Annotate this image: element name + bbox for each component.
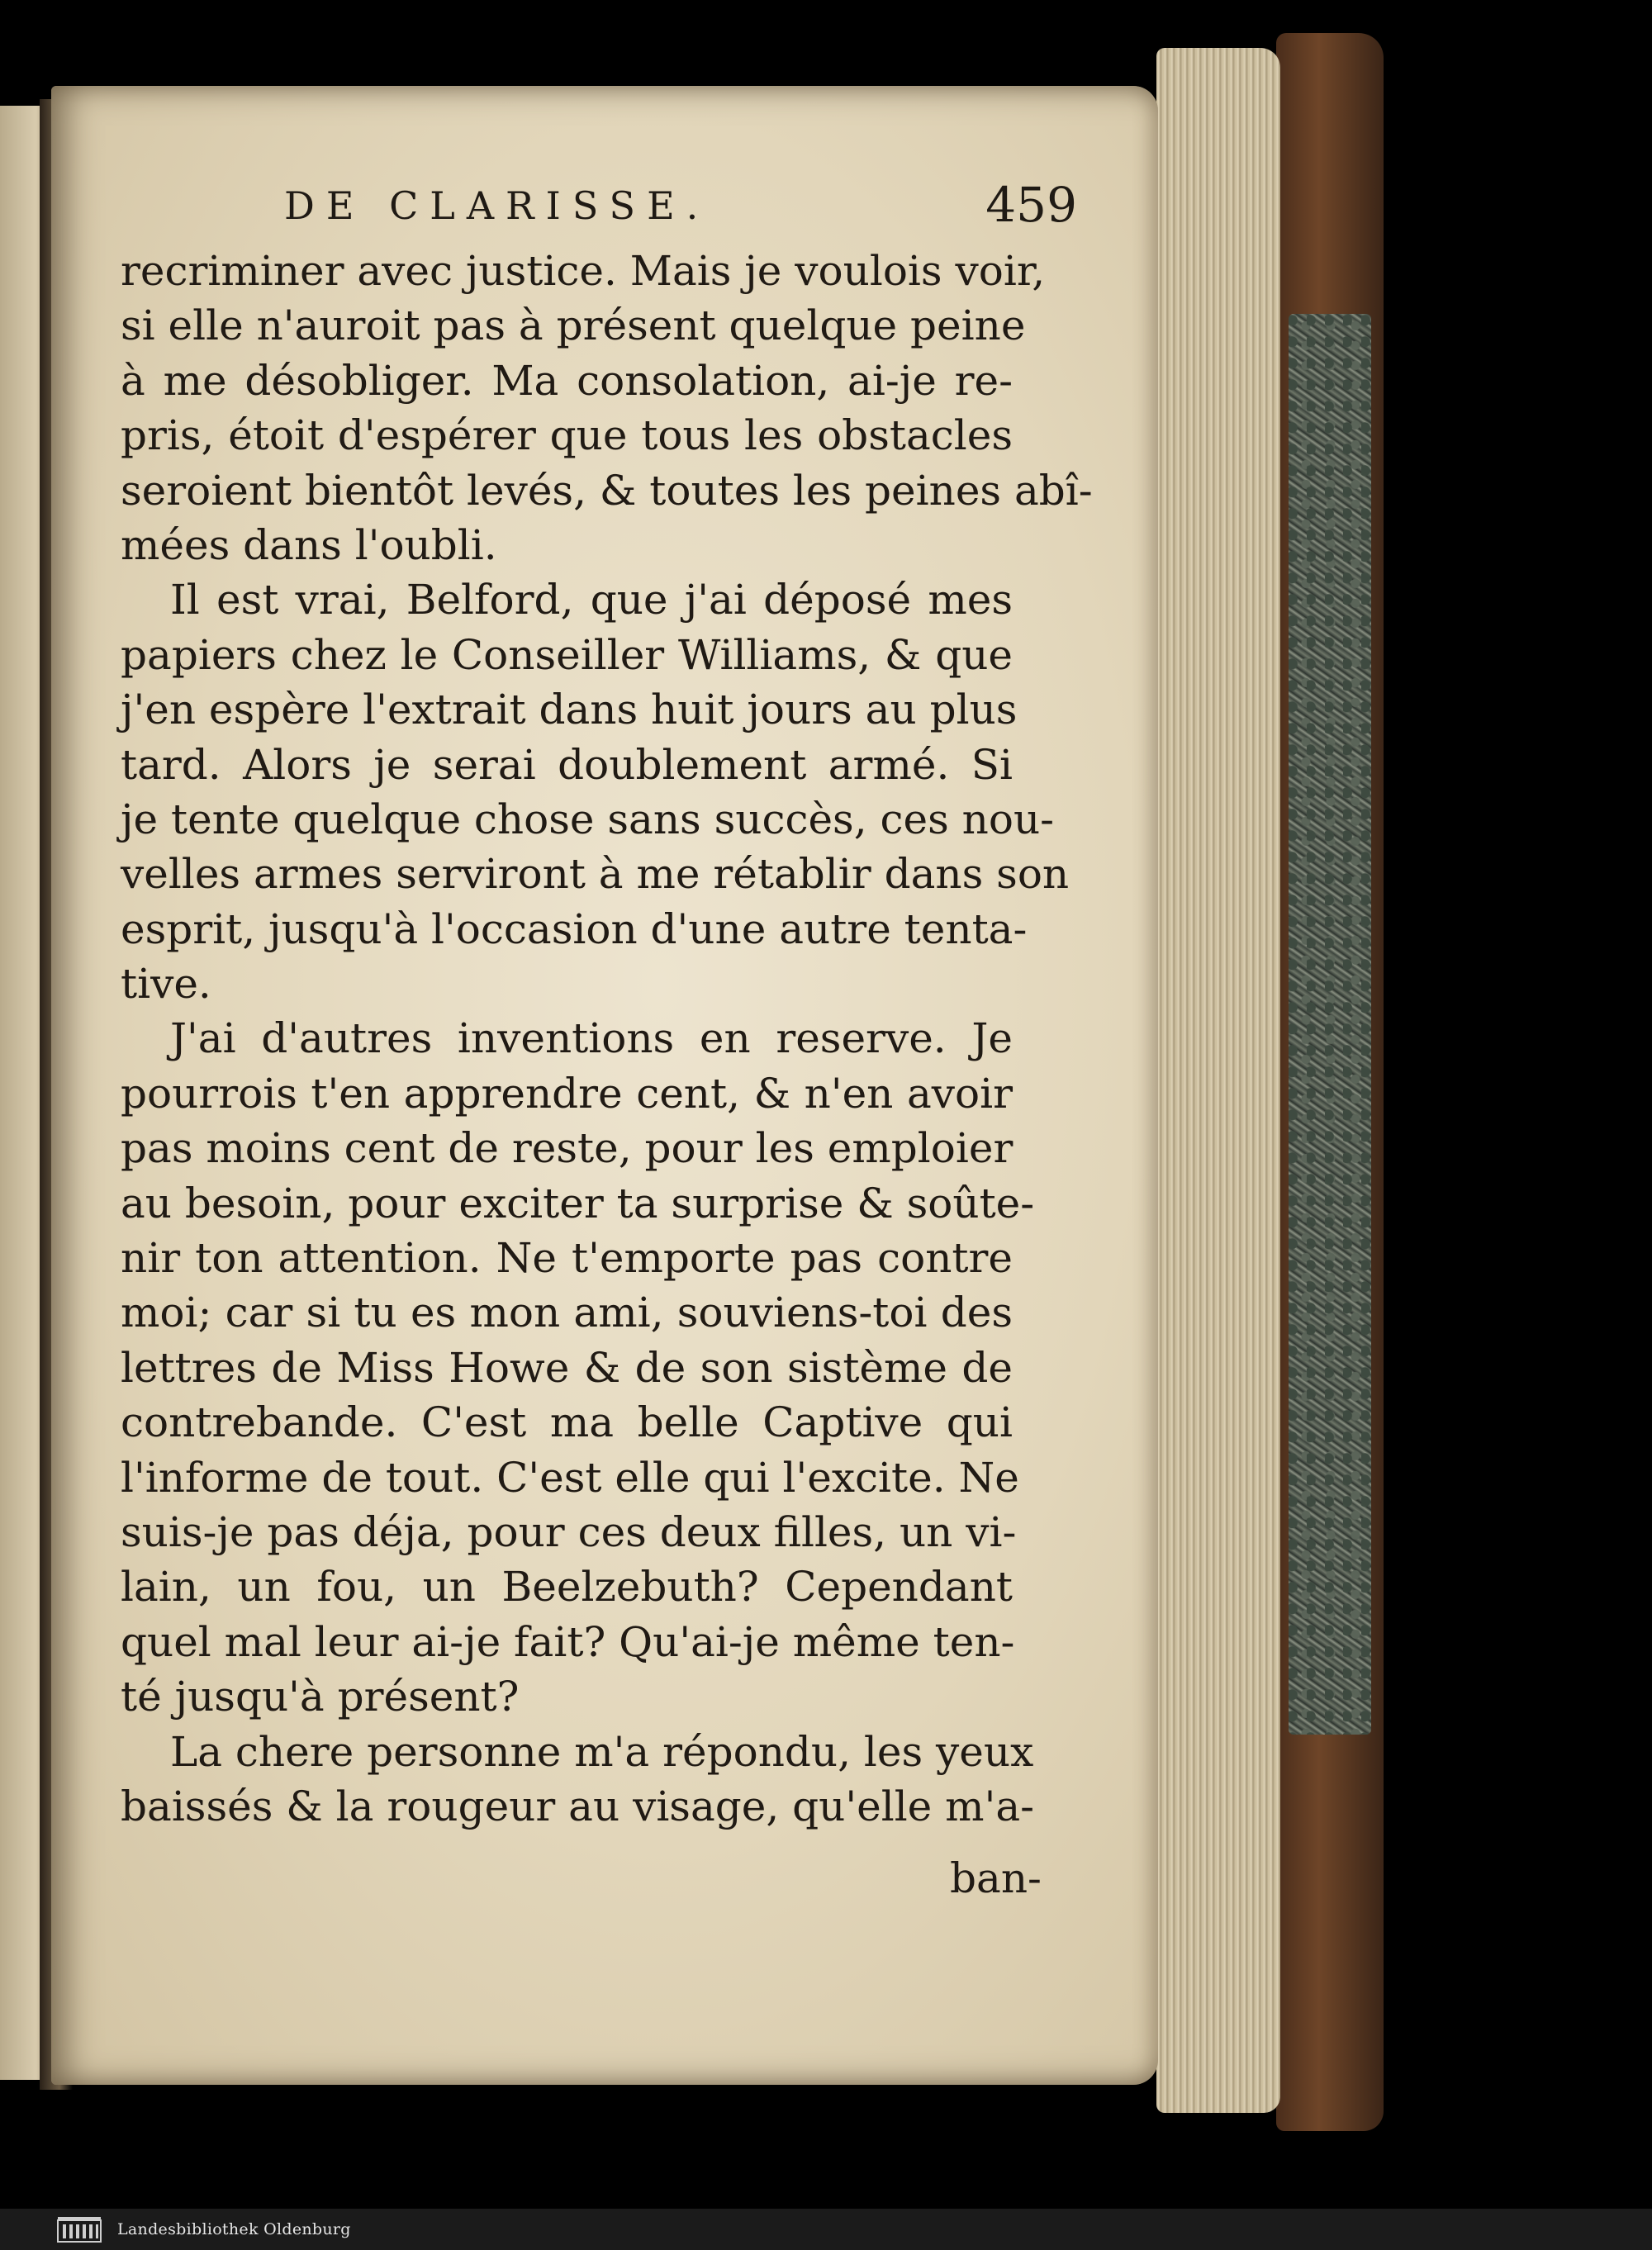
text-line: à me désobliger. Ma consolation, ai-je re- (121, 356, 1013, 405)
text-line: té jusqu'à présent? (121, 1673, 520, 1721)
text-line: contrebande. C'est ma belle Captive qui (121, 1398, 1013, 1447)
text-line: au besoin, pour exciter ta surprise & soûte- (121, 1179, 1035, 1227)
text-line: moi; car si tu es mon ami, souviens-toi des (121, 1289, 1013, 1337)
library-name: Landesbibliothek Oldenburg (117, 2220, 351, 2238)
text-line: pris, étoit d'espérer que tous les obstacles (121, 411, 1013, 460)
text-line: recriminer avec justice. Mais je voulois voir, (121, 247, 1046, 295)
text-line: pas moins cent de reste, pour les emploier (121, 1124, 1014, 1173)
body-text (121, 244, 1093, 1834)
running-head-title: DE CLARISSE. (284, 183, 710, 228)
text-line: lettres de Miss Howe & de son sistème de (121, 1343, 1013, 1392)
marbled-cover-panel (1289, 314, 1371, 1735)
text-line: J'ai d'autres inventions en reserve. Je (170, 1014, 1013, 1063)
text-line: quel mal leur ai-je fait? Qu'ai-je même ten- (121, 1617, 1015, 1666)
text-line: baissés & la rougeur au visage, qu'elle m'a- (121, 1782, 1035, 1830)
text-line: nir ton attention. Ne t'emporte pas contre (121, 1234, 1013, 1283)
text-line: papiers chez le Conseiller Williams, & que (121, 630, 1013, 679)
text-line: velles armes serviront à me rétablir dans son (121, 850, 1070, 899)
text-line: pourrois t'en apprendre cent, & n'en avoir (121, 1069, 1013, 1118)
text-line: seroient bientôt levés, & toutes les peines abî- (121, 466, 1093, 515)
text-line: esprit, jusqu'à l'occasion d'une autre tenta- (121, 904, 1028, 953)
text-line: suis-je pas déja, pour ces deux filles, un vi- (121, 1507, 1017, 1556)
library-footer-bar (0, 2209, 1652, 2250)
text-line: je tente quelque chose sans succès, ces nou- (121, 795, 1055, 843)
page-number: 459 (985, 177, 1077, 233)
text-line: tard. Alors je serai doublement armé. Si (121, 740, 1013, 789)
text-line: tive. (121, 960, 211, 1009)
text-line: l'informe de tout. C'est elle qui l'excite. Ne (121, 1453, 1019, 1502)
text-line: Il est vrai, Belford, que j'ai déposé mes (170, 576, 1013, 624)
text-line: lain, un fou, un Beelzebuth? Cependant (121, 1563, 1013, 1612)
running-head (284, 177, 1077, 241)
library-building-icon (56, 2215, 102, 2243)
text-line: La chere personne m'a répondu, les yeux (170, 1727, 1034, 1776)
text-line: si elle n'auroit pas à présent quelque peine (121, 301, 1026, 350)
catchword: ban- (950, 1854, 1042, 1902)
page-stack-edge (1156, 48, 1280, 2113)
text-line: mées dans l'oubli. (121, 520, 497, 569)
text-line: j'en espère l'extrait dans huit jours au plus (121, 686, 1018, 734)
